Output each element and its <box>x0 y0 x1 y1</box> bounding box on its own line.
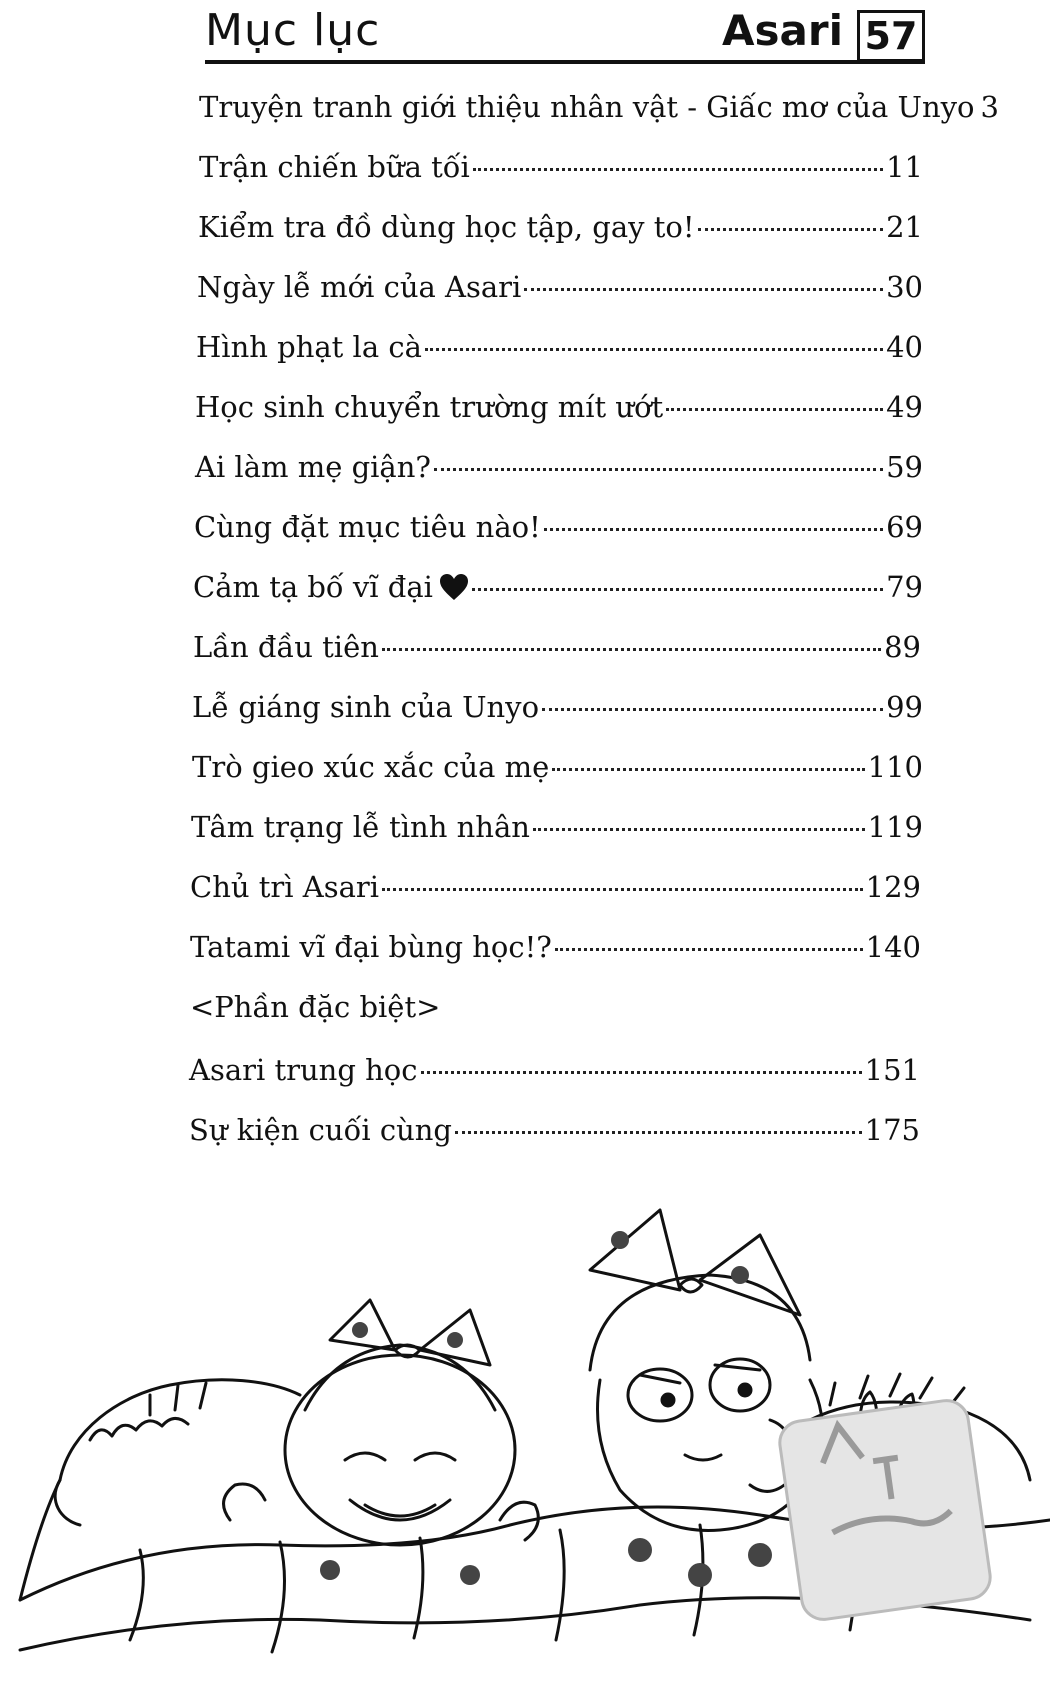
toc-entry-page: 40 <box>886 330 923 364</box>
toc-leader-dots <box>382 648 881 651</box>
toc-entry-page: 79 <box>886 570 923 604</box>
toc-entry-title: Học sinh chuyển trường mít ướt <box>195 390 664 424</box>
toc-entry[interactable] <box>190 922 921 972</box>
toc-entry-title: Chủ trì Asari <box>190 870 380 904</box>
header-divider <box>205 60 925 64</box>
toc-entry-title: Kiểm tra đồ dùng học tập, gay to! <box>198 210 695 244</box>
page-title: Mục lục <box>205 5 381 56</box>
toc-entry[interactable] <box>198 202 923 252</box>
heart-icon <box>439 566 469 616</box>
toc-entry-page: 151 <box>864 1053 920 1087</box>
toc-entry-page: 11 <box>886 150 923 184</box>
toc-entry-page: 30 <box>886 270 923 304</box>
toc-leader-dots <box>434 468 883 471</box>
page-header <box>205 2 925 60</box>
toc-leader-dots <box>542 708 883 711</box>
toc-entry[interactable] <box>193 562 923 612</box>
toc-entry-title: Sự kiện cuối cùng <box>189 1113 452 1147</box>
toc-leader-dots <box>472 588 883 591</box>
special-section-label: <Phần đặc biệt> <box>190 990 441 1024</box>
toc-leader-dots <box>666 408 883 411</box>
toc-leader-dots <box>421 1071 862 1074</box>
toc-entry[interactable] <box>197 262 923 312</box>
toc-entry-title: Hình phạt la cà <box>196 330 422 364</box>
toc-entry-page: 110 <box>867 750 923 784</box>
watermark-stamp <box>777 1398 993 1622</box>
toc-entry-title: Ngày lễ mới của Asari <box>197 270 522 304</box>
toc-entry-page: 3 <box>980 90 999 124</box>
toc-entry-title: Trận chiến bữa tối <box>199 150 470 184</box>
toc-entry-title: Tâm trạng lễ tình nhân <box>191 810 530 844</box>
toc-entry-page: 99 <box>886 690 923 724</box>
toc-entry-title: Truyện tranh giới thiệu nhân vật - Giấc mơ của Unyo <box>199 90 975 124</box>
toc-entry[interactable] <box>193 622 921 672</box>
volume-number: 57 <box>857 10 925 62</box>
toc-leader-dots <box>533 828 865 831</box>
toc-entry[interactable] <box>196 322 923 372</box>
toc-leader-dots <box>555 948 863 951</box>
toc-entry[interactable] <box>195 442 923 492</box>
toc-entry-page: 69 <box>886 510 923 544</box>
toc-entry-page: 119 <box>867 810 923 844</box>
toc-leader-dots <box>544 528 883 531</box>
toc-entry[interactable] <box>199 142 923 192</box>
toc-leader-dots <box>698 228 884 231</box>
toc-entry[interactable] <box>189 1105 920 1155</box>
toc-entry[interactable] <box>191 802 923 852</box>
series-name: Asari <box>722 6 843 55</box>
toc-entry-title: Cảm tạ bố vĩ đại <box>193 562 469 616</box>
toc-entry-title: Cùng đặt mục tiêu nào! <box>194 510 541 544</box>
toc-entry[interactable] <box>199 82 999 132</box>
toc-leader-dots <box>524 288 883 291</box>
toc-entry-title: Lễ giáng sinh của Unyo <box>192 690 540 724</box>
toc-entry[interactable] <box>194 502 923 552</box>
toc-entry-title: Asari trung học <box>189 1053 418 1087</box>
toc-entry-page: 140 <box>865 930 921 964</box>
toc-entry[interactable] <box>189 1045 920 1095</box>
toc-entry-page: 59 <box>886 450 923 484</box>
toc-entry-title: Lần đầu tiên <box>193 630 379 664</box>
toc-entry-page: 21 <box>886 210 923 244</box>
toc-leader-dots <box>473 168 883 171</box>
toc-entry[interactable] <box>192 742 923 792</box>
toc-leader-dots <box>425 348 883 351</box>
toc-entry-page: 49 <box>886 390 923 424</box>
toc-entry-title: Tatami vĩ đại bùng học!? <box>190 930 552 964</box>
toc-entry[interactable] <box>190 862 921 912</box>
toc-leader-dots <box>455 1131 862 1134</box>
toc-leader-dots <box>552 768 864 771</box>
toc-entry-title: Trò gieo xúc xắc của mẹ <box>192 750 550 784</box>
toc-entry-title: Ai làm mẹ giận? <box>195 450 431 484</box>
toc-entry-page: 129 <box>865 870 921 904</box>
sleeping-characters-illustration <box>0 1180 1050 1680</box>
toc-entry[interactable] <box>195 382 923 432</box>
toc-entry-page: 175 <box>864 1113 920 1147</box>
illustration-drawing <box>0 1180 1050 1680</box>
toc-entry-page: 89 <box>884 630 921 664</box>
toc-leader-dots <box>382 888 863 891</box>
toc-entry[interactable] <box>192 682 923 732</box>
